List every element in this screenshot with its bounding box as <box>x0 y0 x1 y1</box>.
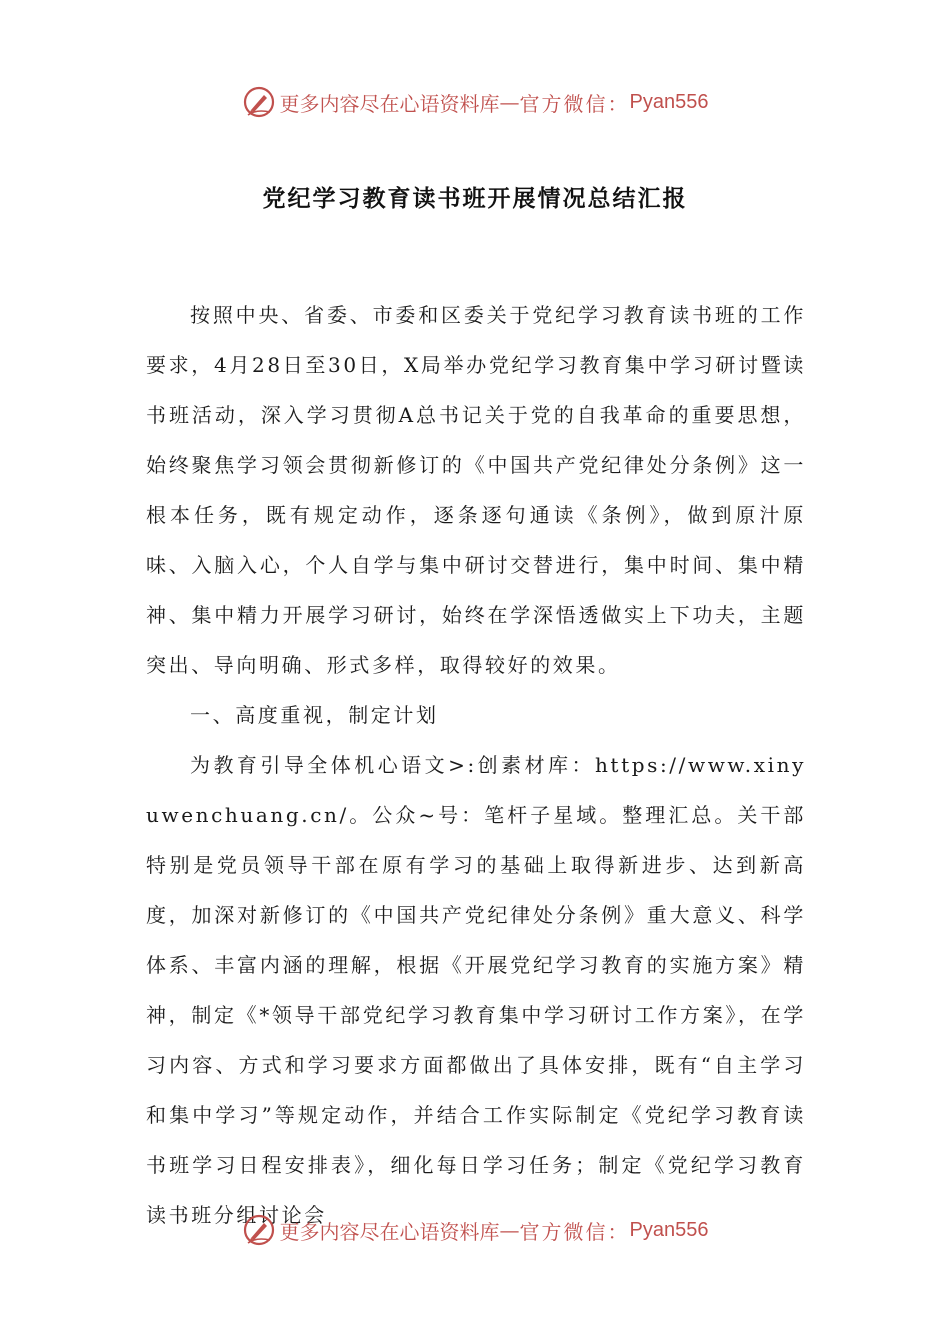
banner-sub-text: 官方微信： <box>519 91 630 116</box>
section-heading: 一、高度重视，制定计划 <box>190 703 439 727</box>
body-paragraph: 为教育引导全体机心语文>:创素材库：https://www.xinyuwenchuang.cn/。公众~号：笔杆子星域。整理汇总。关干部特别是党员领导干部在原有学习的基础上取得新进步、达到新高度，加深对新修订的《中国共产党纪律处分条例》重大意义、科学体系、丰富内涵的理解，根据《开展党纪学习教育的实施方案》精神，制定《*领导干部党纪学习教育集中学习研讨工作方案》，在学习内容、方式和学习要求方面都做出了具体安排，既有“自主学习和集中学习”等规定动作，并结合工作实际制定《党纪学习教育读书班学习日程安排表》，细化每日学习任务；制定《党纪学习教育读书班分组讨论会 <box>146 753 806 1227</box>
pen-logo-icon <box>242 85 276 119</box>
banner-main-text: 更多内容尽在心语资料库 <box>279 91 500 116</box>
banner-sub-text: 官方微信： <box>519 1219 630 1244</box>
banner-wechat-id: Pyan556 <box>629 90 709 113</box>
header-banner <box>0 82 950 122</box>
document-body <box>146 290 806 1240</box>
banner-dash: — <box>499 90 520 114</box>
banner-dash: — <box>499 1218 520 1242</box>
banner-main-text: 更多内容尽在心语资料库 <box>279 1219 500 1244</box>
body-paragraph: 按照中央、省委、市委和区委关于党纪学习教育读书班的工作要求，4月28日至30日，X局举办党纪学习教育集中学习研讨暨读书班活动，深入学习贯彻A总书记关于党的自我革命的重要思想，始终聚焦学习领会贯彻新修订的《中国共产党纪律处分条例》这一根本任务，既有规定动作，逐条逐句通读《条例》，做到原汁原味、入脑入心，个人自学与集中研讨交替进行，集中时间、集中精神、集中精力开展学习研讨，始终在学深悟透做实上下功夫，主题突出、导向明确、形式多样，取得较好的效果。 <box>146 303 806 677</box>
pen-logo-icon <box>242 1213 276 1247</box>
footer-banner <box>0 1210 950 1250</box>
banner-wechat-id: Pyan556 <box>629 1218 709 1241</box>
document-title: 党纪学习教育读书班开展情况总结汇报 <box>262 186 688 212</box>
